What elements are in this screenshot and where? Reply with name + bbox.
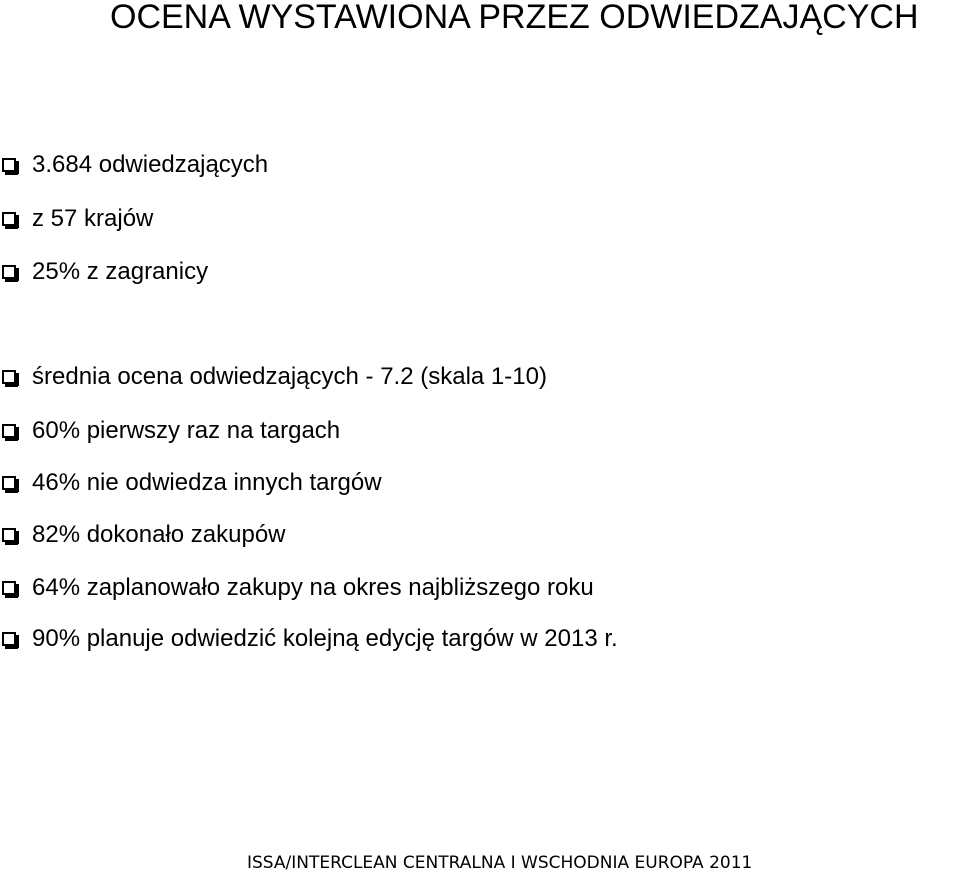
list-item-text: 64% zaplanowało zakupy na okres najbliższego roku xyxy=(32,574,594,601)
list-item xyxy=(0,362,547,392)
list-item xyxy=(0,204,153,234)
checkbox-bullet-icon xyxy=(2,581,16,595)
page-title: OCENA WYSTAWIONA PRZEZ ODWIEDZAJĄCYCH xyxy=(110,0,919,36)
checkbox-bullet-icon xyxy=(2,528,16,542)
list-item-text: 46% nie odwiedza innych targów xyxy=(32,469,382,496)
checkbox-bullet-icon xyxy=(2,265,16,279)
list-item-text: 60% pierwszy raz na targach xyxy=(32,417,341,444)
list-item xyxy=(0,416,340,446)
list-item-text: z 57 krajów xyxy=(32,205,154,232)
list-item xyxy=(0,520,286,550)
list-item xyxy=(0,624,618,654)
footer-text: ISSA/INTERCLEAN CENTRALNA I WSCHODNIA EUROPA 2011 xyxy=(247,853,753,873)
list-item xyxy=(0,468,382,498)
list-item-text: 3.684 odwiedzających xyxy=(32,151,269,178)
list-item-text: średnia ocena odwiedzających - 7.2 (skala 1-10) xyxy=(32,363,547,390)
list-item xyxy=(0,573,594,603)
checkbox-bullet-icon xyxy=(2,158,16,172)
list-item xyxy=(0,150,268,180)
checkbox-bullet-icon xyxy=(2,476,16,490)
list-item-text: 25% z zagranicy xyxy=(32,258,209,285)
checkbox-bullet-icon xyxy=(2,370,16,384)
list-item-text: 82% dokonało zakupów xyxy=(32,521,286,548)
checkbox-bullet-icon xyxy=(2,424,16,438)
checkbox-bullet-icon xyxy=(2,212,16,226)
list-item-text: 90% planuje odwiedzić kolejną edycję targów w 2013 r. xyxy=(32,625,618,652)
checkbox-bullet-icon xyxy=(2,632,16,646)
list-item xyxy=(0,257,208,287)
